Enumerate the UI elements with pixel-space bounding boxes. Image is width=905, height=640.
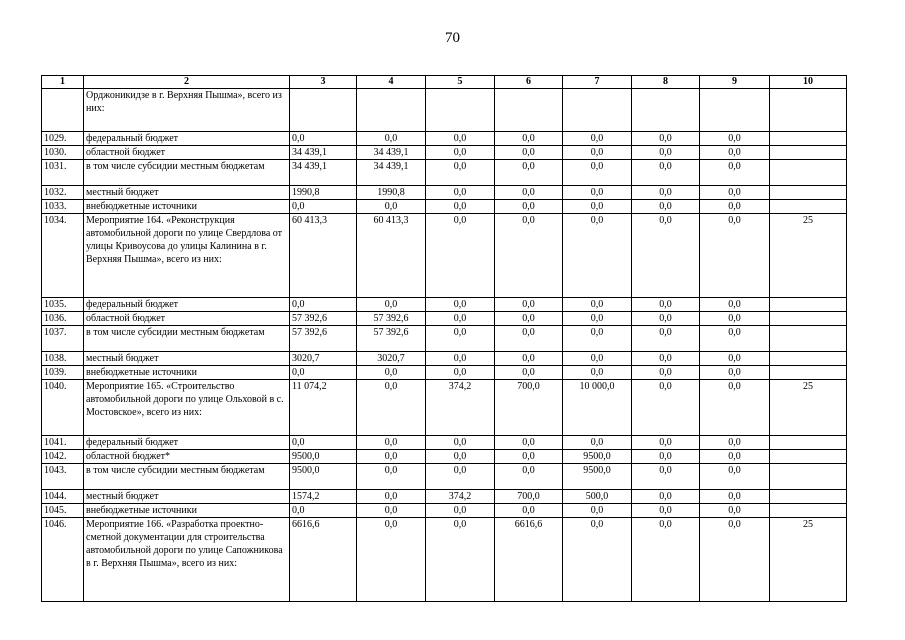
value-cell: 0,0 — [357, 518, 426, 602]
target-cell — [770, 200, 847, 214]
value-cell: 1990,8 — [290, 186, 357, 200]
value-cell: 0,0 — [290, 504, 357, 518]
table-row — [42, 146, 847, 160]
value-cell: 0,0 — [700, 450, 770, 464]
value-cell: 0,0 — [357, 464, 426, 490]
row-name-cell: в том числе субсидии местным бюджетам — [84, 326, 290, 352]
table-row — [42, 366, 847, 380]
row-number-cell: 1038. — [42, 352, 84, 366]
value-cell: 0,0 — [563, 366, 632, 380]
value-cell: 0,0 — [563, 132, 632, 146]
value-cell: 0,0 — [700, 132, 770, 146]
table-row — [42, 436, 847, 450]
row-number-cell: 1040. — [42, 380, 84, 436]
row-name-cell: местный бюджет — [84, 352, 290, 366]
value-cell: 0,0 — [632, 450, 700, 464]
target-cell: 25 — [770, 380, 847, 436]
row-number-cell: 1035. — [42, 298, 84, 312]
target-cell — [770, 366, 847, 380]
value-cell: 0,0 — [632, 366, 700, 380]
value-cell: 0,0 — [700, 146, 770, 160]
value-cell: 0,0 — [700, 200, 770, 214]
table-row — [42, 89, 847, 132]
table-row — [42, 380, 847, 436]
column-header: 8 — [632, 76, 700, 89]
value-cell: 0,0 — [426, 366, 495, 380]
value-cell: 0,0 — [426, 352, 495, 366]
value-cell: 9500,0 — [563, 464, 632, 490]
row-name-cell: местный бюджет — [84, 186, 290, 200]
value-cell: 0,0 — [426, 504, 495, 518]
row-number-cell: 1032. — [42, 186, 84, 200]
value-cell: 0,0 — [426, 132, 495, 146]
value-cell: 700,0 — [495, 490, 563, 504]
value-cell: 9500,0 — [290, 450, 357, 464]
row-number-cell: 1043. — [42, 464, 84, 490]
value-cell: 0,0 — [290, 132, 357, 146]
value-cell: 0,0 — [632, 160, 700, 186]
value-cell: 0,0 — [495, 464, 563, 490]
value-cell: 0,0 — [357, 200, 426, 214]
value-cell: 0,0 — [700, 312, 770, 326]
value-cell: 0,0 — [632, 490, 700, 504]
value-cell: 34 439,1 — [290, 146, 357, 160]
table-row — [42, 298, 847, 312]
value-cell: 0,0 — [495, 298, 563, 312]
table-row — [42, 450, 847, 464]
value-cell: 0,0 — [632, 146, 700, 160]
value-cell: 0,0 — [495, 146, 563, 160]
value-cell: 0,0 — [495, 504, 563, 518]
table-row — [42, 312, 847, 326]
value-cell: 0,0 — [357, 450, 426, 464]
value-cell: 0,0 — [632, 200, 700, 214]
value-cell: 0,0 — [563, 200, 632, 214]
value-cell: 57 392,6 — [290, 326, 357, 352]
value-cell: 0,0 — [495, 450, 563, 464]
value-cell: 0,0 — [495, 132, 563, 146]
table-row — [42, 200, 847, 214]
value-cell: 60 413,3 — [290, 214, 357, 298]
value-cell: 1574,2 — [290, 490, 357, 504]
column-header: 10 — [770, 76, 847, 89]
value-cell: 6616,6 — [495, 518, 563, 602]
page-number: 70 — [445, 30, 460, 46]
target-cell — [770, 146, 847, 160]
row-name-cell: областной бюджет — [84, 312, 290, 326]
value-cell: 9500,0 — [563, 450, 632, 464]
row-name-cell: федеральный бюджет — [84, 132, 290, 146]
value-cell: 0,0 — [632, 298, 700, 312]
value-cell: 0,0 — [563, 352, 632, 366]
table-row — [42, 214, 847, 298]
target-cell — [770, 352, 847, 366]
value-cell: 0,0 — [632, 518, 700, 602]
target-cell — [770, 312, 847, 326]
value-cell: 0,0 — [700, 352, 770, 366]
row-number-cell: 1045. — [42, 504, 84, 518]
row-name-cell: в том числе субсидии местным бюджетам — [84, 464, 290, 490]
target-cell — [770, 326, 847, 352]
row-name-cell: в том числе субсидии местным бюджетам — [84, 160, 290, 186]
value-cell: 0,0 — [563, 326, 632, 352]
value-cell: 0,0 — [495, 352, 563, 366]
target-cell — [770, 490, 847, 504]
column-header: 1 — [42, 76, 84, 89]
value-cell: 0,0 — [495, 326, 563, 352]
value-cell: 0,0 — [495, 160, 563, 186]
value-cell: 0,0 — [495, 312, 563, 326]
row-number-cell: 1033. — [42, 200, 84, 214]
value-cell: 0,0 — [426, 312, 495, 326]
row-number-cell: 1030. — [42, 146, 84, 160]
target-cell — [770, 298, 847, 312]
value-cell: 60 413,3 — [357, 214, 426, 298]
column-header: 7 — [563, 76, 632, 89]
value-cell: 0,0 — [426, 298, 495, 312]
row-number-cell: 1034. — [42, 214, 84, 298]
value-cell — [700, 89, 770, 132]
value-cell — [357, 89, 426, 132]
row-number-cell: 1042. — [42, 450, 84, 464]
target-cell: 25 — [770, 518, 847, 602]
value-cell: 0,0 — [495, 366, 563, 380]
row-name-cell: Орджоникидзе в г. Верхняя Пышма», всего из них: — [84, 89, 290, 132]
row-number-cell: 1031. — [42, 160, 84, 186]
row-name-cell: федеральный бюджет — [84, 436, 290, 450]
value-cell: 0,0 — [426, 518, 495, 602]
row-number-cell: 1041. — [42, 436, 84, 450]
value-cell: 0,0 — [290, 366, 357, 380]
value-cell: 0,0 — [426, 146, 495, 160]
value-cell: 0,0 — [632, 214, 700, 298]
value-cell — [495, 89, 563, 132]
row-name-cell: федеральный бюджет — [84, 298, 290, 312]
value-cell: 0,0 — [700, 380, 770, 436]
row-name-cell: внебюджетные источники — [84, 200, 290, 214]
value-cell: 0,0 — [495, 186, 563, 200]
value-cell: 0,0 — [290, 298, 357, 312]
table-row — [42, 504, 847, 518]
value-cell: 0,0 — [632, 464, 700, 490]
table-row — [42, 352, 847, 366]
value-cell: 700,0 — [495, 380, 563, 436]
value-cell: 0,0 — [357, 366, 426, 380]
value-cell: 0,0 — [290, 200, 357, 214]
column-header: 9 — [700, 76, 770, 89]
row-name-cell: внебюджетные источники — [84, 366, 290, 380]
value-cell — [426, 89, 495, 132]
value-cell — [290, 89, 357, 132]
value-cell: 374,2 — [426, 490, 495, 504]
value-cell: 0,0 — [426, 326, 495, 352]
value-cell: 3020,7 — [357, 352, 426, 366]
value-cell: 0,0 — [426, 436, 495, 450]
row-number-cell: 1046. — [42, 518, 84, 602]
value-cell: 0,0 — [426, 450, 495, 464]
value-cell: 9500,0 — [290, 464, 357, 490]
value-cell: 0,0 — [357, 504, 426, 518]
target-cell — [770, 186, 847, 200]
value-cell: 0,0 — [700, 464, 770, 490]
target-cell — [770, 464, 847, 490]
table-row — [42, 132, 847, 146]
value-cell: 0,0 — [700, 298, 770, 312]
value-cell: 57 392,6 — [290, 312, 357, 326]
row-number-cell — [42, 89, 84, 132]
table-row — [42, 490, 847, 504]
value-cell: 0,0 — [357, 490, 426, 504]
value-cell: 0,0 — [495, 214, 563, 298]
value-cell: 0,0 — [495, 436, 563, 450]
value-cell: 374,2 — [426, 380, 495, 436]
value-cell: 0,0 — [290, 436, 357, 450]
value-cell — [563, 89, 632, 132]
column-header: 5 — [426, 76, 495, 89]
value-cell: 0,0 — [563, 146, 632, 160]
table-row — [42, 186, 847, 200]
target-cell — [770, 450, 847, 464]
row-name-cell: Мероприятие 164. «Реконструкция автомобильной дороги по улице Свердлова от улицы Кривоусова до улицы Калинина в г. Верхняя Пышма», всего из них: — [84, 214, 290, 298]
target-cell — [770, 504, 847, 518]
value-cell: 0,0 — [426, 214, 495, 298]
value-cell: 11 074,2 — [290, 380, 357, 436]
value-cell: 0,0 — [426, 464, 495, 490]
row-number-cell: 1044. — [42, 490, 84, 504]
table-row — [42, 326, 847, 352]
value-cell: 0,0 — [563, 298, 632, 312]
value-cell: 0,0 — [563, 160, 632, 186]
value-cell: 0,0 — [700, 436, 770, 450]
value-cell: 57 392,6 — [357, 312, 426, 326]
value-cell: 0,0 — [426, 186, 495, 200]
value-cell: 0,0 — [563, 518, 632, 602]
target-cell — [770, 132, 847, 146]
value-cell: 0,0 — [632, 186, 700, 200]
value-cell: 0,0 — [632, 504, 700, 518]
target-cell — [770, 89, 847, 132]
value-cell: 0,0 — [700, 214, 770, 298]
table-row — [42, 160, 847, 186]
budget-table — [41, 75, 847, 602]
value-cell: 0,0 — [426, 200, 495, 214]
value-cell: 0,0 — [357, 380, 426, 436]
value-cell: 6616,6 — [290, 518, 357, 602]
table-row — [42, 464, 847, 490]
value-cell: 0,0 — [632, 132, 700, 146]
row-name-cell: Мероприятие 166. «Разработка проектно-сметной документации для строительства автомобильной дороги по улице Сапожникова в г. Верхняя Пышма», всего из них: — [84, 518, 290, 602]
value-cell: 0,0 — [632, 436, 700, 450]
value-cell: 500,0 — [563, 490, 632, 504]
value-cell: 0,0 — [357, 436, 426, 450]
value-cell: 0,0 — [632, 312, 700, 326]
value-cell: 10 000,0 — [563, 380, 632, 436]
row-name-cell: Мероприятие 165. «Строительство автомобильной дороги по улице Ольховой в с. Мостовское», всего из них: — [84, 380, 290, 436]
value-cell: 0,0 — [700, 366, 770, 380]
target-cell: 25 — [770, 214, 847, 298]
value-cell: 0,0 — [700, 490, 770, 504]
row-number-cell: 1039. — [42, 366, 84, 380]
target-cell — [770, 436, 847, 450]
value-cell: 0,0 — [700, 186, 770, 200]
value-cell: 34 439,1 — [357, 146, 426, 160]
value-cell: 34 439,1 — [357, 160, 426, 186]
column-header: 4 — [357, 76, 426, 89]
value-cell — [632, 89, 700, 132]
value-cell: 1990,8 — [357, 186, 426, 200]
table-row — [42, 518, 847, 602]
row-name-cell: местный бюджет — [84, 490, 290, 504]
column-header: 3 — [290, 76, 357, 89]
value-cell: 3020,7 — [290, 352, 357, 366]
row-number-cell: 1037. — [42, 326, 84, 352]
value-cell: 57 392,6 — [357, 326, 426, 352]
value-cell: 0,0 — [563, 504, 632, 518]
row-name-cell: областной бюджет* — [84, 450, 290, 464]
value-cell: 0,0 — [495, 200, 563, 214]
value-cell: 0,0 — [632, 326, 700, 352]
target-cell — [770, 160, 847, 186]
row-name-cell: областной бюджет — [84, 146, 290, 160]
value-cell: 0,0 — [563, 436, 632, 450]
value-cell: 0,0 — [700, 326, 770, 352]
column-header: 6 — [495, 76, 563, 89]
value-cell: 0,0 — [632, 352, 700, 366]
value-cell: 0,0 — [426, 160, 495, 186]
value-cell: 0,0 — [700, 518, 770, 602]
value-cell: 0,0 — [563, 214, 632, 298]
value-cell: 0,0 — [700, 160, 770, 186]
column-header: 2 — [84, 76, 290, 89]
header-row — [42, 76, 847, 89]
row-number-cell: 1036. — [42, 312, 84, 326]
value-cell: 0,0 — [700, 504, 770, 518]
value-cell: 0,0 — [357, 298, 426, 312]
value-cell: 0,0 — [563, 312, 632, 326]
row-number-cell: 1029. — [42, 132, 84, 146]
value-cell: 0,0 — [563, 186, 632, 200]
value-cell: 34 439,1 — [290, 160, 357, 186]
value-cell: 0,0 — [357, 132, 426, 146]
value-cell: 0,0 — [632, 380, 700, 436]
row-name-cell: внебюджетные источники — [84, 504, 290, 518]
